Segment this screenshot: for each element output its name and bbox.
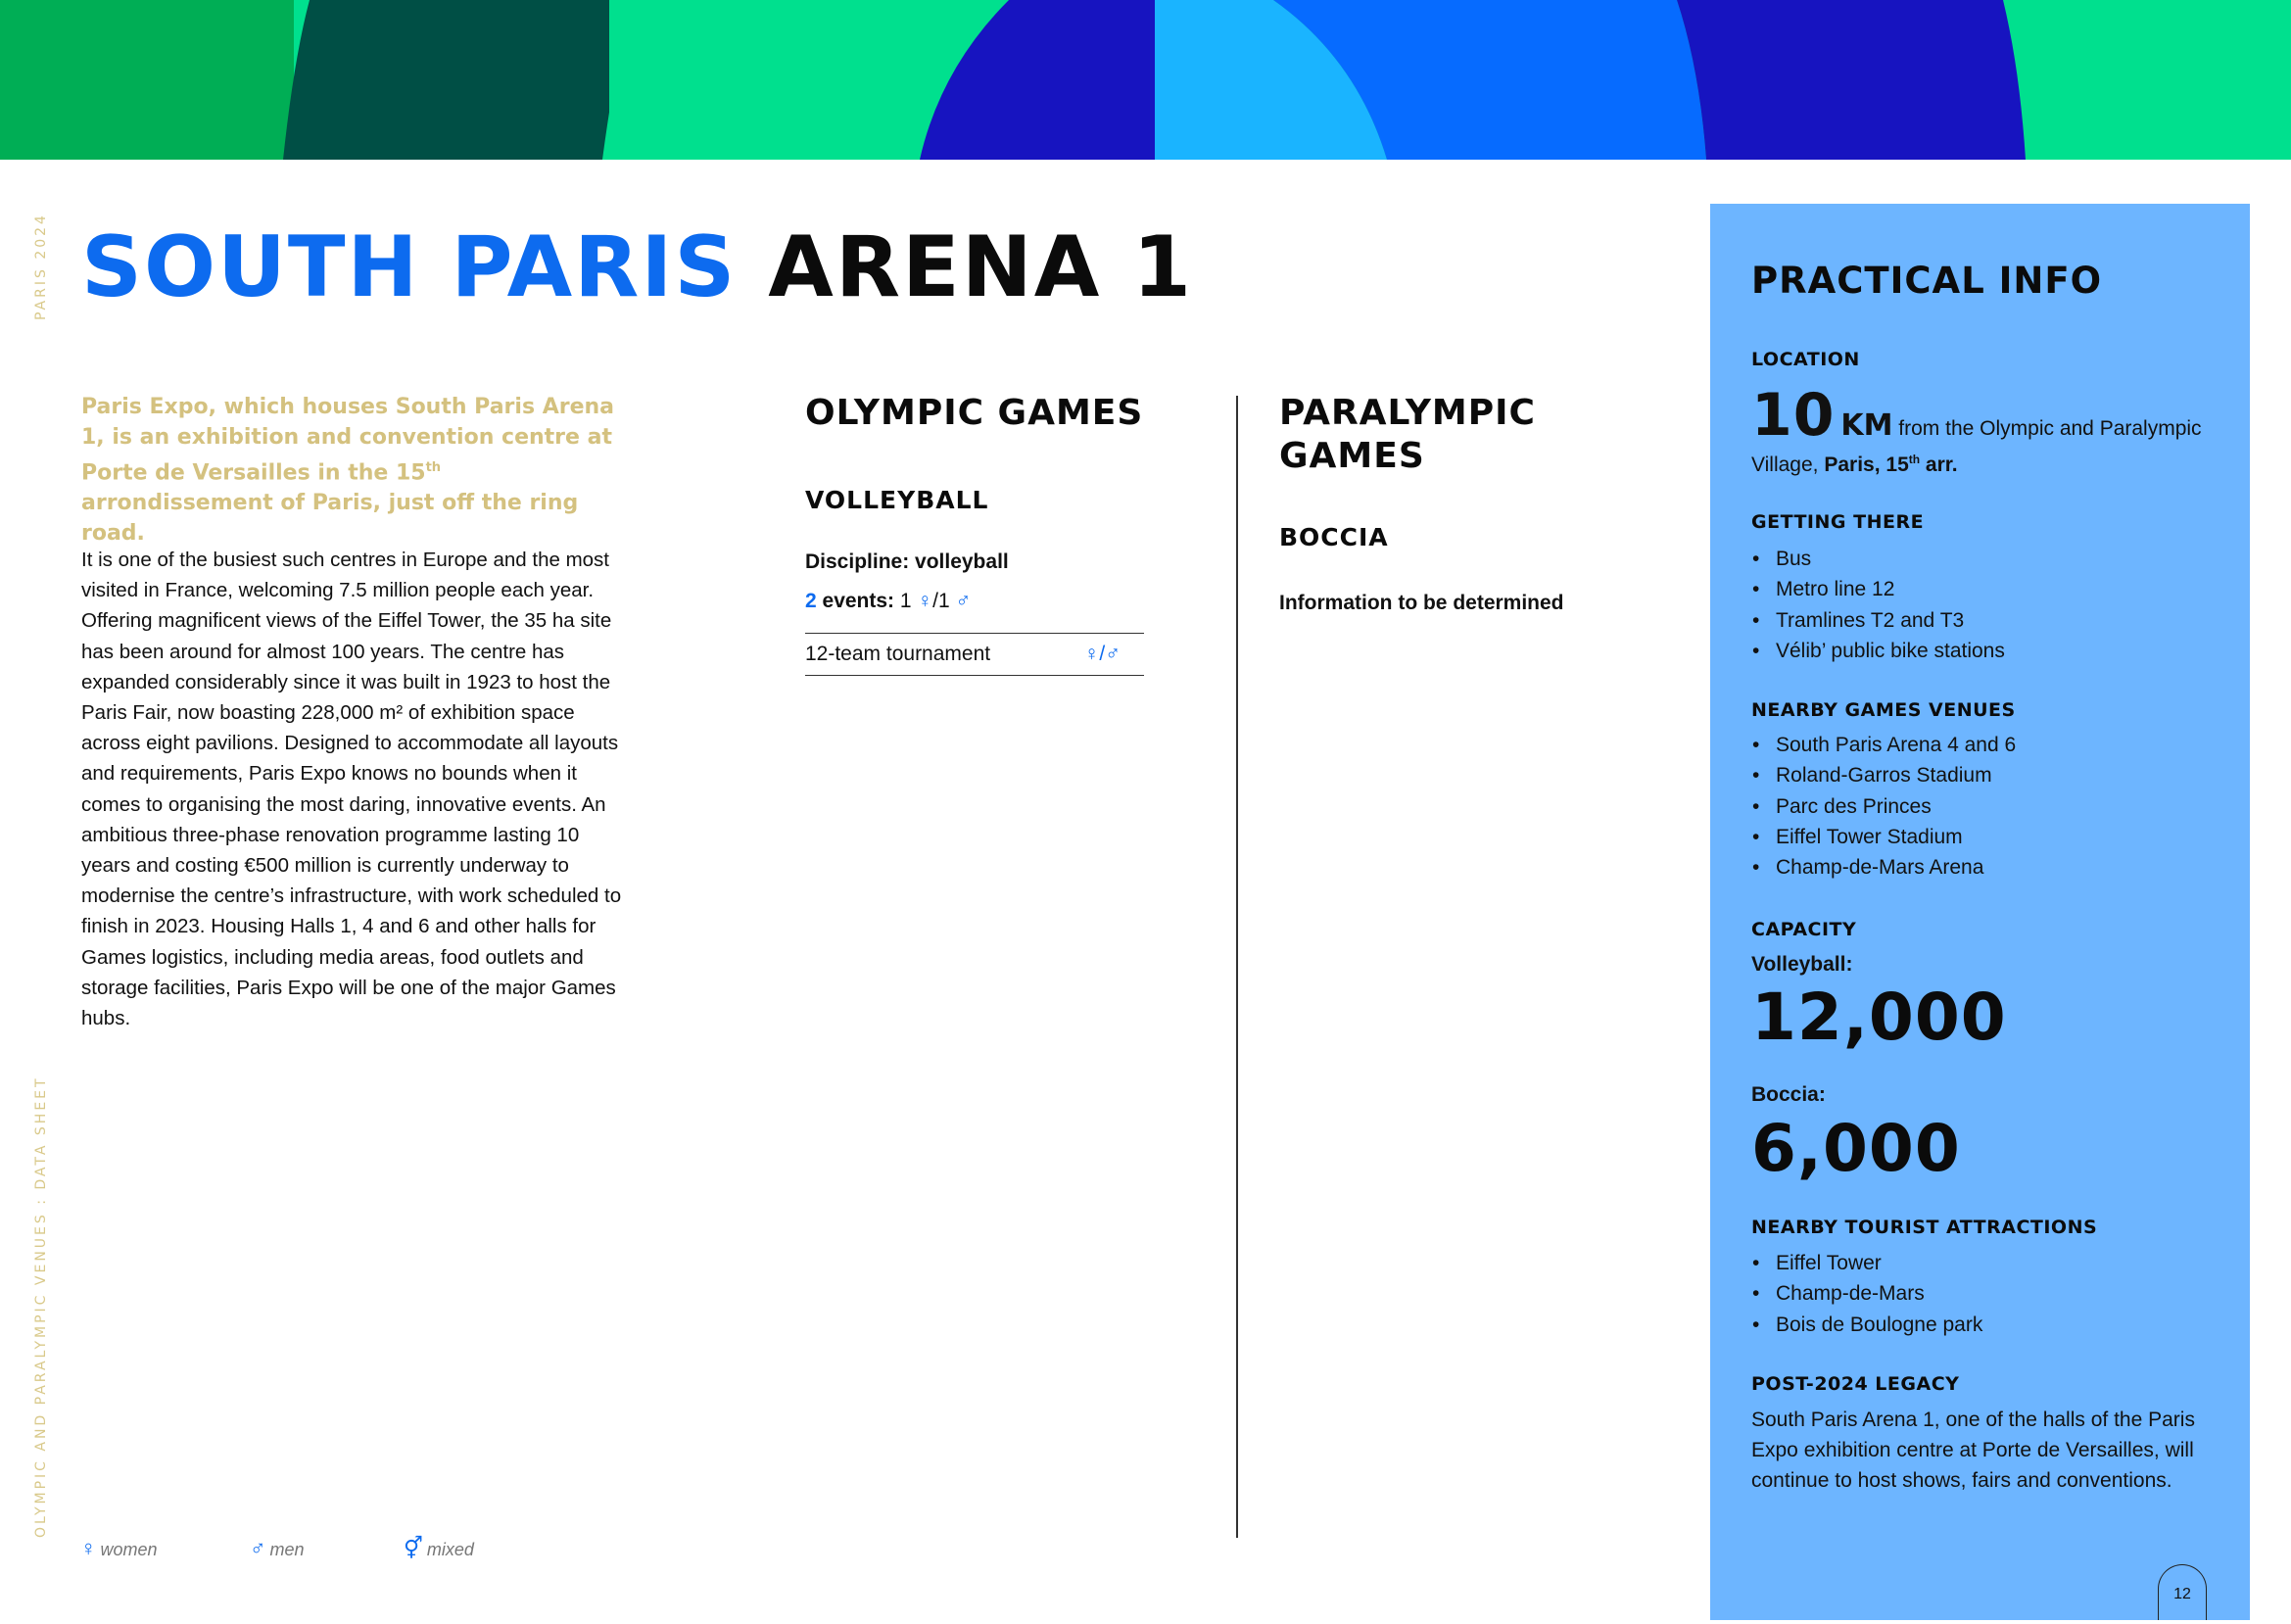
location-block xyxy=(1751,381,2221,480)
capacity-boccia-label: Boccia: xyxy=(1751,1083,1826,1106)
nearby-venues-list xyxy=(1751,730,2016,883)
title-highlight: SOUTH PARIS xyxy=(81,218,738,316)
legend-mixed-label: mixed xyxy=(426,1540,474,1559)
location-heading: LOCATION xyxy=(1751,349,1860,370)
olympic-events xyxy=(805,590,971,613)
men-icon: ♂ xyxy=(955,590,972,612)
women-count: 1 xyxy=(894,590,918,612)
side-label-top: PARIS 2024 xyxy=(33,213,49,320)
title-rest: ARENA 1 xyxy=(768,218,1194,316)
events-label: events: xyxy=(816,590,895,612)
capacity-boccia-value: 6,000 xyxy=(1751,1111,1961,1186)
practical-info-title: PRACTICAL INFO xyxy=(1751,260,2103,302)
olympic-games-title: OLYMPIC GAMES xyxy=(805,393,1144,433)
paralympic-sport: BOCCIA xyxy=(1279,523,1389,551)
intro-text-end: arrondissement of Paris, just off the ring road. xyxy=(81,491,579,547)
women-icon: ♀ xyxy=(917,590,933,612)
list-item: • Tramlines T2 and T3 xyxy=(1751,605,2005,636)
men-count: 1 xyxy=(938,590,956,612)
header-banner xyxy=(0,0,2291,160)
intro-superscript: th xyxy=(425,460,442,475)
intro-paragraph xyxy=(81,392,630,549)
nearby-venues-heading: NEARBY GAMES VENUES xyxy=(1751,699,2016,721)
tourist-heading: NEARBY TOURIST ATTRACTIONS xyxy=(1751,1217,2098,1238)
olympic-discipline: Discipline: volleyball xyxy=(805,550,1009,573)
location-arr: arr. xyxy=(1920,454,1958,476)
legend-women-label: women xyxy=(100,1540,158,1559)
body-paragraph: It is one of the busiest such centres in Europe and the most visited in France, welcoming 7.5 million people each year. Offering magnificent views of the Eiffel Tower, the 35 ha site has been around for almost 100 years. The centre has expanded considerably since it was built in 1923 to host the Paris Fair, now boasting 228,000 m² of exhibition space across eight pavilions. Designed to accommodate all layouts and requirements, Paris Expo knows no bounds when it comes to organising the most daring, innovative events. An ambitious three-phase renovation programme lasting 10 years and costing €500 million is currently underway to modernise the centre’s infrastructure, with work scheduled to finish in 2023. Housing Halls 1, 4 and 6 and other halls for Games logistics, including media areas, food outlets and storage facilities, Paris Expo will be one of the major Games hubs. xyxy=(81,549,622,1030)
list-item: • Roland-Garros Stadium xyxy=(1751,760,2016,790)
women-men-icon: ♀/♂ xyxy=(1083,643,1121,665)
list-item: • Bois de Boulogne park xyxy=(1751,1310,1982,1340)
legacy-text: South Paris Arena 1, one of the halls of the Paris Expo exhibition centre at Porte de Versailles, will continue to host shows, fairs and conventions. xyxy=(1751,1409,2195,1492)
list-item: • Champ-de-Mars Arena xyxy=(1751,852,2016,883)
events-separator: / xyxy=(932,590,939,612)
list-item: • Vélib’ public bike stations xyxy=(1751,636,2005,666)
page-number: 12 xyxy=(2158,1564,2207,1620)
location-text: from the Olympic and Paralympic Village, xyxy=(1751,417,2202,476)
banner-shape-indigo-right xyxy=(1677,0,2026,160)
getting-there-heading: GETTING THERE xyxy=(1751,511,1925,533)
events-count: 2 xyxy=(805,590,817,612)
getting-there-list xyxy=(1751,544,2005,666)
list-item: • Champ-de-Mars xyxy=(1751,1278,1982,1309)
tournament-row xyxy=(805,633,1144,676)
capacity-heading: CAPACITY xyxy=(1751,919,1857,940)
banner-shape-darkgreen xyxy=(283,0,609,160)
column-divider xyxy=(1236,396,1238,1538)
practical-info-panel xyxy=(1710,204,2250,1620)
page-title xyxy=(81,218,1194,316)
women-icon: ♀ xyxy=(80,1536,97,1560)
list-item: • South Paris Arena 4 and 6 xyxy=(1751,730,2016,760)
location-superscript: th xyxy=(1908,453,1921,466)
legend-mixed xyxy=(404,1536,474,1561)
list-item: • Eiffel Tower Stadium xyxy=(1751,822,2016,852)
olympic-sport: VOLLEYBALL xyxy=(805,486,989,514)
tourist-list xyxy=(1751,1248,1982,1340)
location-bold: Paris, 15 xyxy=(1824,454,1909,476)
list-item: • Metro line 12 xyxy=(1751,574,2005,604)
men-icon: ♂ xyxy=(250,1536,266,1560)
mixed-icon: ⚥ xyxy=(404,1536,423,1560)
paralympic-games-title: PARALYMPIC GAMES xyxy=(1279,393,1536,476)
paralympic-info: Information to be determined xyxy=(1279,592,1564,614)
location-distance: 10 xyxy=(1751,381,1836,450)
legend-men xyxy=(250,1536,305,1561)
list-item: • Parc des Princes xyxy=(1751,791,2016,822)
location-unit: KM xyxy=(1840,408,1893,443)
banner-shape-green xyxy=(0,0,294,160)
list-item: • Bus xyxy=(1751,544,2005,574)
legacy-heading: POST-2024 LEGACY xyxy=(1751,1373,1960,1395)
legend-women xyxy=(80,1536,158,1561)
list-item: • Eiffel Tower xyxy=(1751,1248,1982,1278)
capacity-volleyball-value: 12,000 xyxy=(1751,979,2007,1055)
intro-text-start: Paris Expo, which houses South Paris Arena 1, is an exhibition and convention centre at Porte de Versailles in the 15 xyxy=(81,395,615,486)
legend-men-label: men xyxy=(269,1540,305,1559)
capacity-volleyball-label: Volleyball: xyxy=(1751,953,1853,976)
tournament-label: 12-team tournament xyxy=(805,643,991,665)
side-label-bottom: OLYMPIC AND PARALYMPIC VENUES : DATA SHEET xyxy=(33,1075,49,1538)
